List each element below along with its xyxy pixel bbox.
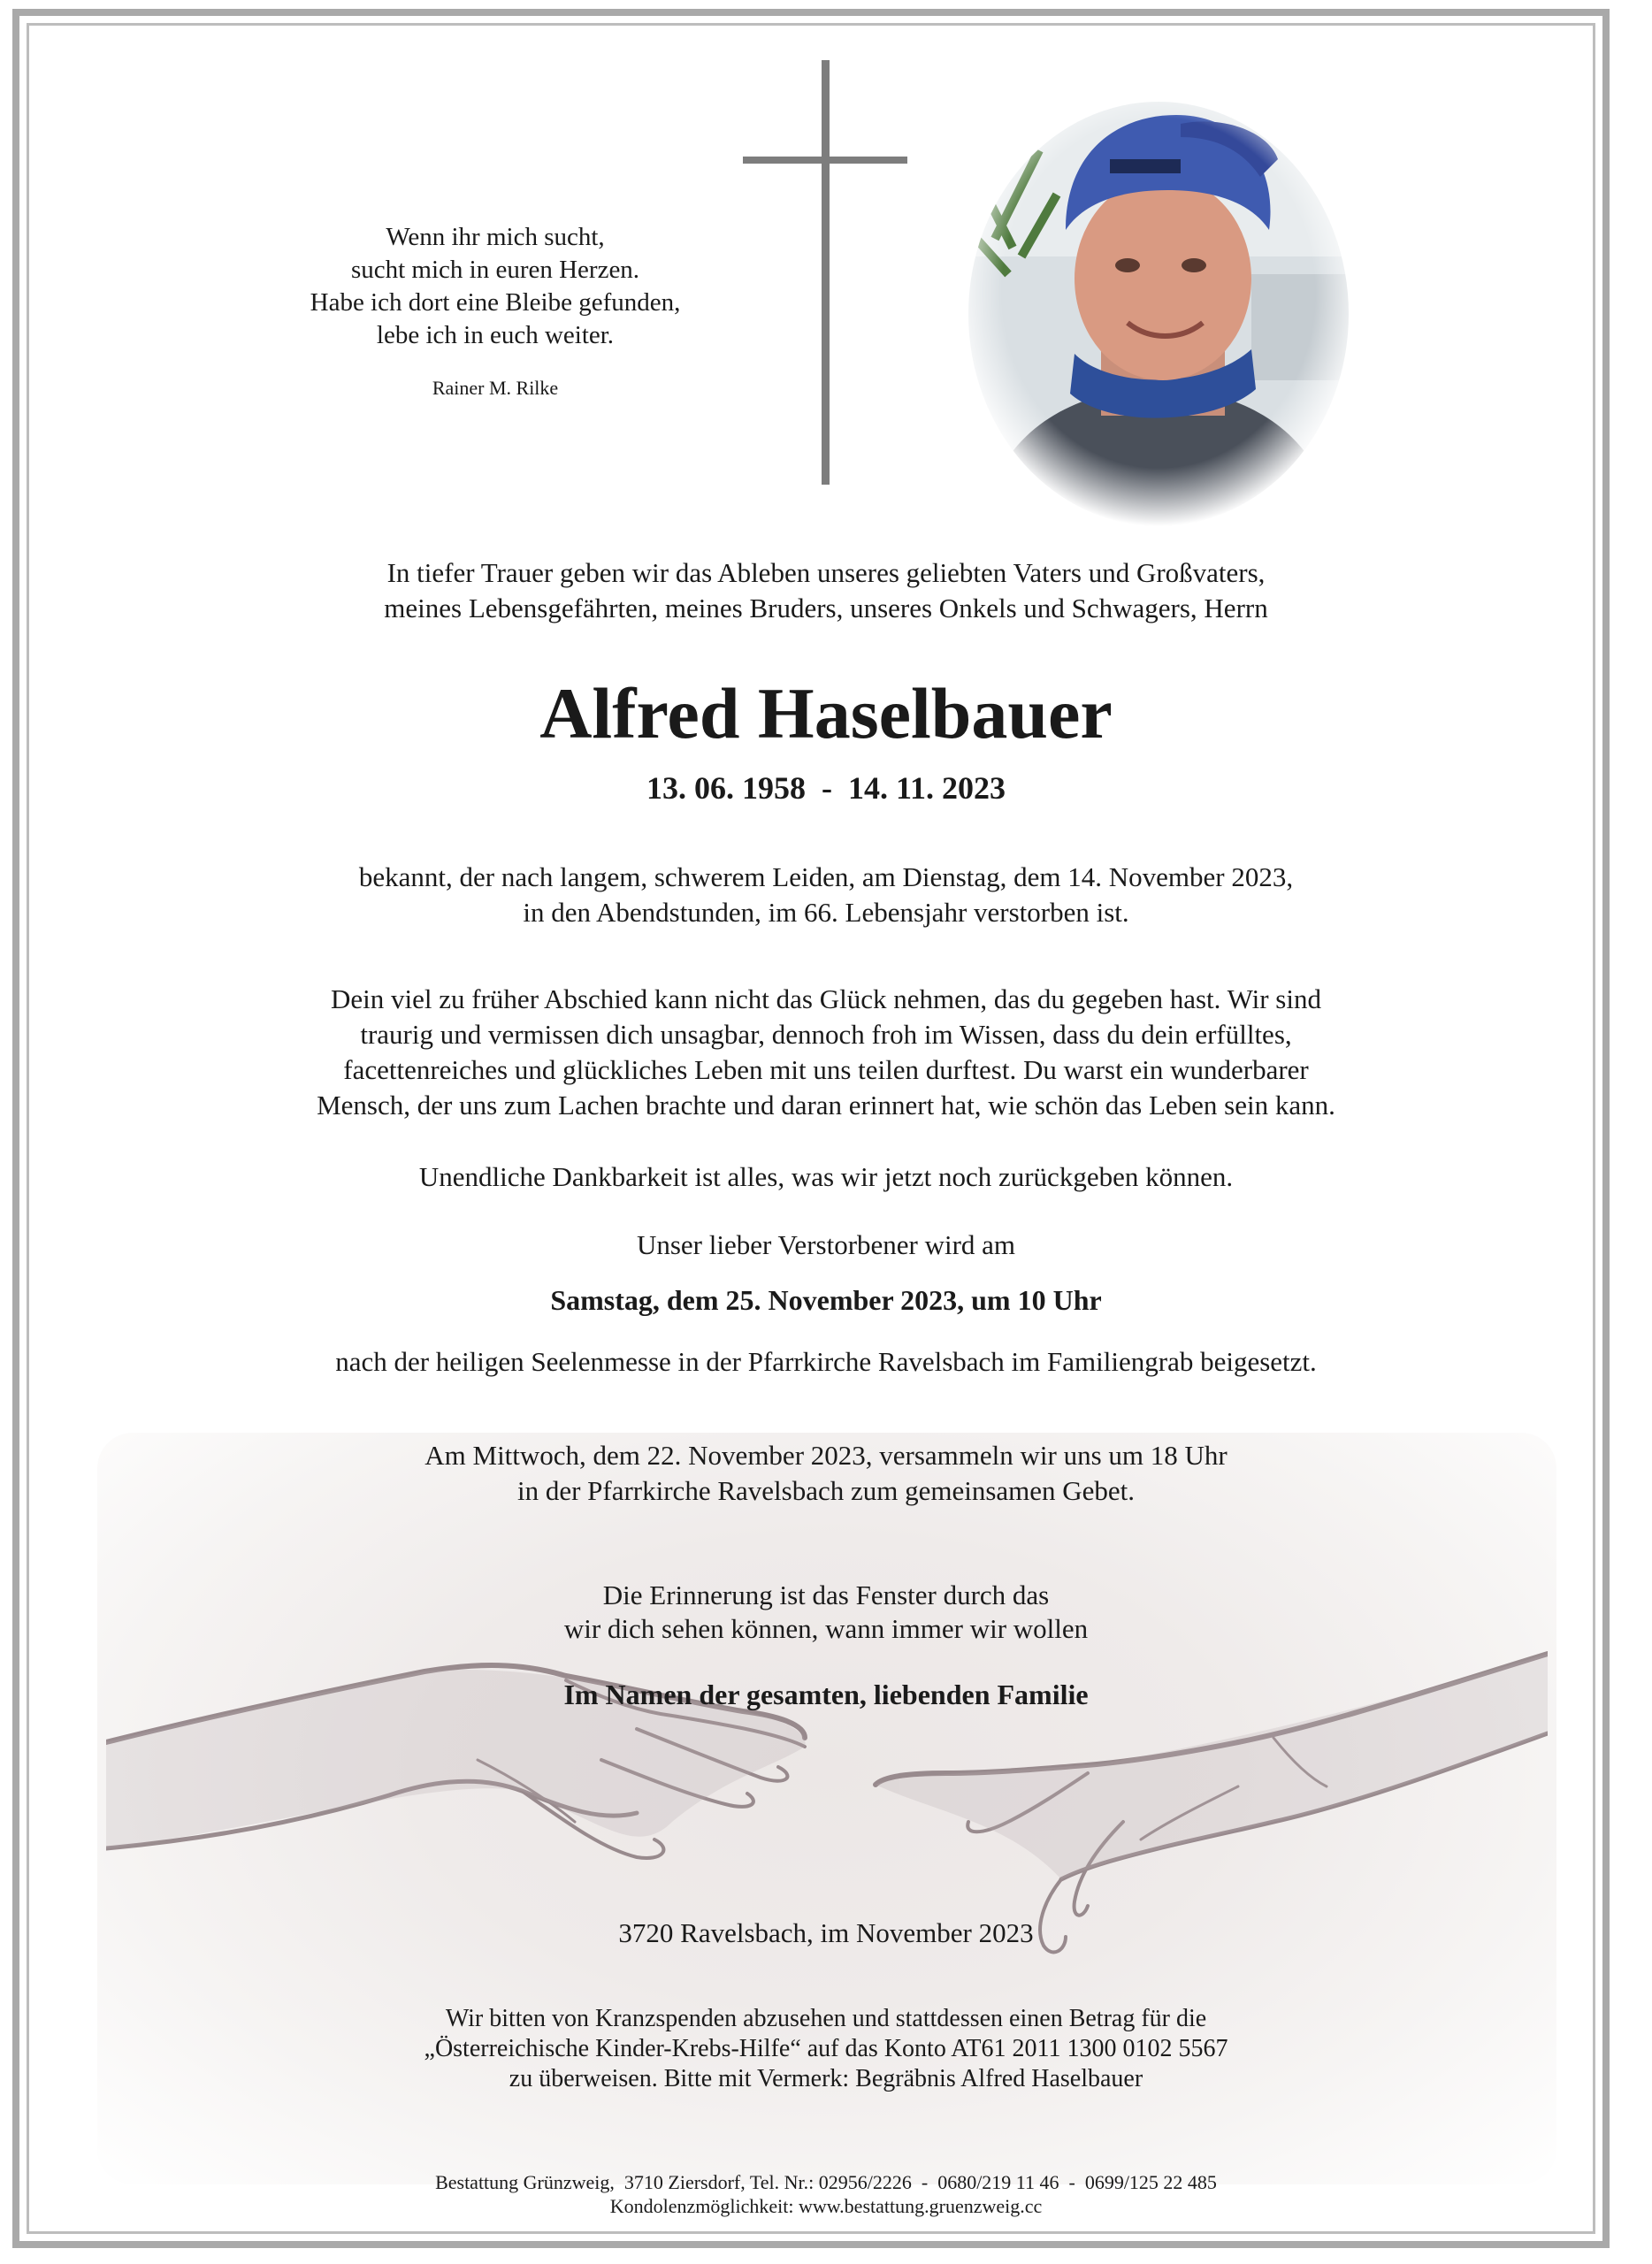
donation-line: zu überweisen. Bitte mit Vermerk: Begräbnis Alfred Haselbauer	[509, 2065, 1143, 2092]
announcement-line: bekannt, der nach langem, schwerem Leiden, am Dienstag, dem 14. November 2023,	[358, 861, 1294, 892]
funeral-home-contact: Bestattung Grünzweig, 3710 Ziersdorf, Tel. Nr.: 02956/2226 - 0680/219 11 46 - 0699/125 22 485	[435, 2171, 1217, 2193]
announcement-line: in den Abendstunden, im 66. Lebensjahr verstorben ist.	[523, 897, 1129, 928]
deceased-name: Alfred Haselbauer	[539, 673, 1113, 753]
tribute-line: Mensch, der uns zum Lachen brachte und daran erinnert hat, wie schön das Leben sein kann.	[317, 1090, 1335, 1121]
place-date: 3720 Ravelsbach, im November 2023	[618, 1917, 1034, 1948]
tribute-line: facettenreiches und glückliches Leben mit uns teilen durftest. Du warst ein wunderbarer	[343, 1054, 1309, 1085]
burial-datetime: Samstag, dem 25. November 2023, um 10 Uhr	[550, 1284, 1102, 1316]
prayer-line: in der Pfarrkirche Ravelsbach zum gemeinsamen Gebet.	[516, 1475, 1136, 1506]
poem	[265, 221, 725, 352]
poem-line: lebe ich in euch weiter.	[376, 321, 615, 349]
donation-line: Wir bitten von Kranzspenden abzusehen und stattdessen einen Betrag für die	[445, 2005, 1207, 2032]
poem-author: Rainer M. Rilke	[432, 377, 559, 399]
poem-line: Habe ich dort eine Bleibe gefunden,	[310, 288, 681, 317]
quote-line: wir dich sehen können, wann immer wir wollen	[563, 1613, 1089, 1644]
tribute-line: traurig und vermissen dich unsagbar, dennoch froh im Wissen, dass du dein erfülltes,	[360, 1019, 1292, 1050]
prayer-line: Am Mittwoch, dem 22. November 2023, versammeln wir uns um 18 Uhr	[424, 1440, 1228, 1471]
donation-line: „Österreichische Kinder-Krebs-Hilfe“ auf das Konto AT61 2011 1300 0102 5567	[424, 2035, 1228, 2062]
tribute-line: Dein viel zu früher Abschied kann nicht das Glück nehmen, das du gegeben hast. Wir sind	[331, 983, 1321, 1014]
family-signature: Im Namen der gesamten, liebenden Familie	[563, 1679, 1089, 1710]
poem-line: sucht mich in euren Herzen.	[350, 256, 640, 284]
poem-line: Wenn ihr mich sucht,	[386, 223, 605, 251]
intro-line: In tiefer Trauer geben wir das Ableben unseres geliebten Vaters und Großvaters,	[386, 557, 1266, 588]
burial-detail: nach der heiligen Seelenmesse in der Pfarrkirche Ravelsbach im Familiengrab beigesetzt.	[335, 1346, 1317, 1377]
portrait-photo	[960, 97, 1358, 531]
life-dates: 13. 06. 1958 - 14. 11. 2023	[646, 770, 1006, 806]
gratitude-text: Unendliche Dankbarkeit ist alles, was wir jetzt noch zurückgeben können.	[418, 1161, 1234, 1192]
intro-line: meines Lebensgefährten, meines Bruders, unseres Onkels und Schwagers, Herrn	[384, 593, 1268, 623]
condolence-link: Kondolenzmöglichkeit: www.bestattung.gruenzweig.cc	[609, 2195, 1043, 2217]
quote-line: Die Erinnerung ist das Fenster durch das	[602, 1579, 1050, 1610]
burial-lead: Unser lieber Verstorbener wird am	[636, 1229, 1016, 1260]
